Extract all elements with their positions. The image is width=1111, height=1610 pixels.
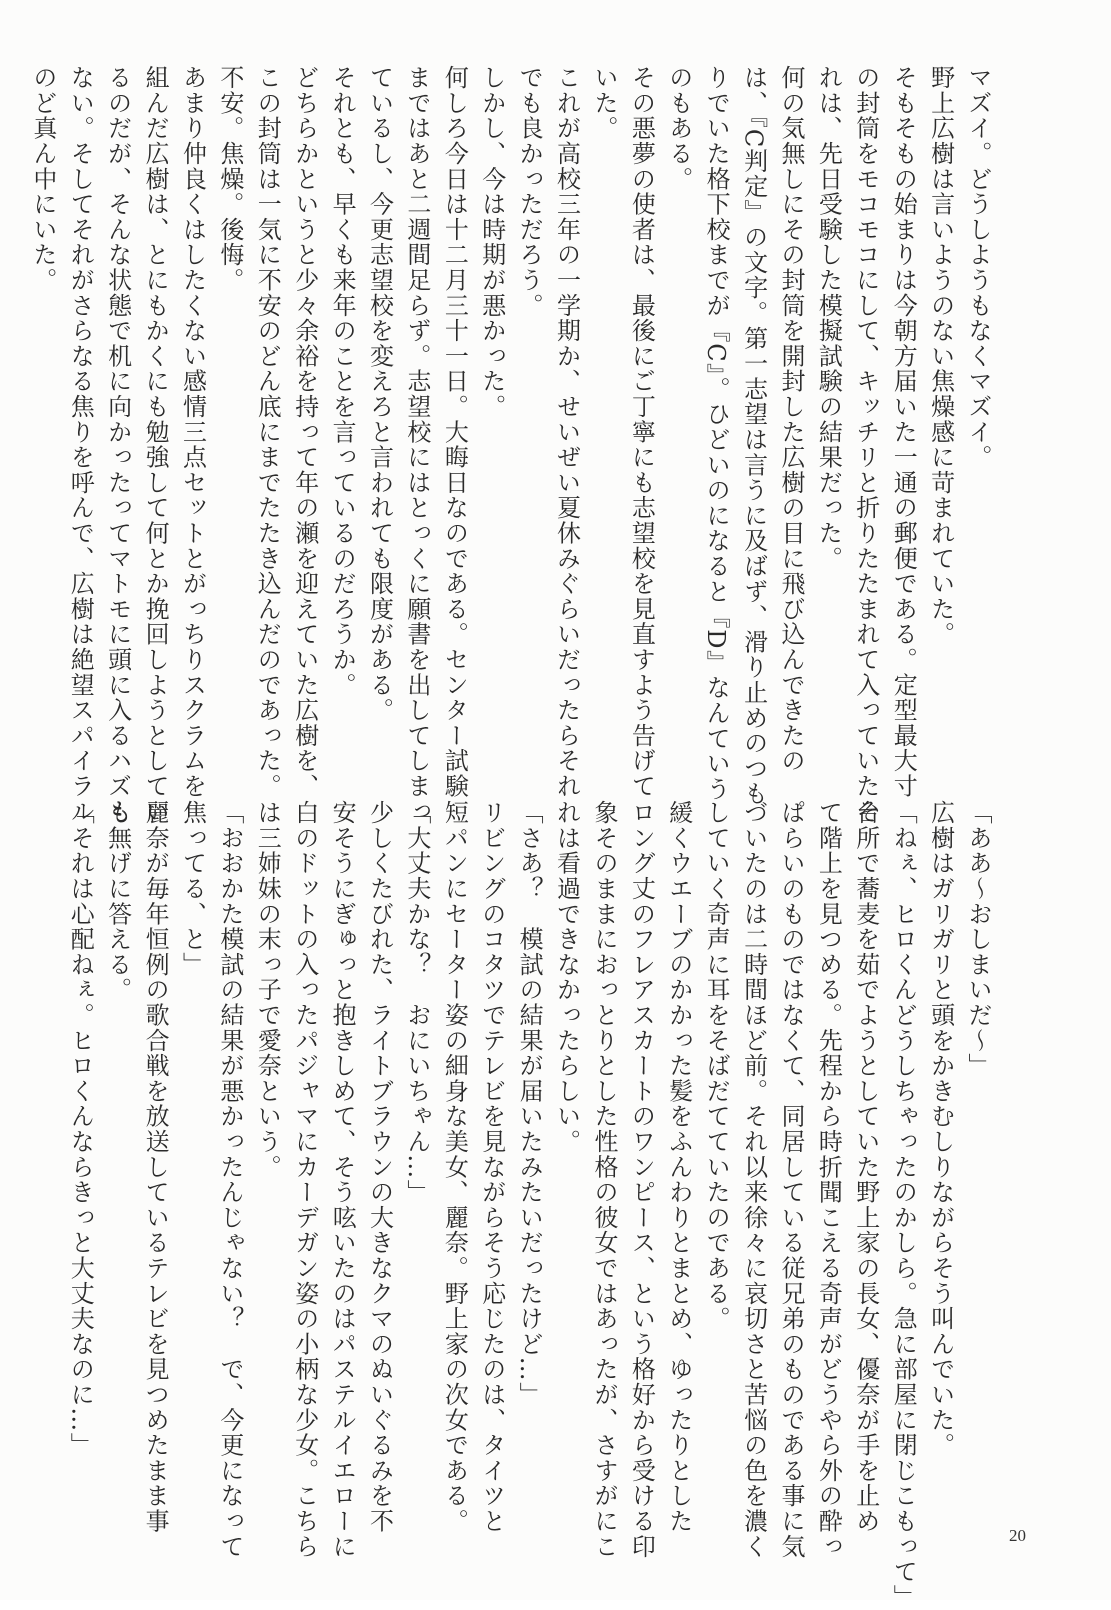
text-line: しかし、今は時期が悪かった。	[477, 65, 506, 420]
text-line: ロング丈のフレアスカートのワンピース、という格好から受ける印	[627, 800, 656, 1559]
text-line: 白のドットの入ったパジャマにカーデガン姿の小柄な少女。こちら	[290, 800, 319, 1559]
text-line: りでいた格下校までが『C』。ひどいのになると『D』なんていう	[702, 65, 731, 802]
lower-text-block	[66, 800, 996, 1610]
text-line: るのだが、そんな状態で机に向かったってマトモに頭に入るハズも	[103, 65, 132, 824]
page-number: 20	[1009, 1526, 1026, 1545]
text-line: づいたのは二時間ほど前。それ以来徐々に哀切さと苦悩の色を濃く	[739, 800, 768, 1559]
text-line: その悪夢の使者は、最後にご丁寧にも志望校を見直すよう告げて	[627, 65, 656, 799]
text-line: どちらかというと少々余裕を持って年の瀬を迎えていた広樹を、	[290, 65, 319, 799]
text-line: でも良かっただろう。	[515, 65, 544, 318]
text-line: ているし、今更志望校を変えろと言われても限度がある。	[365, 65, 394, 723]
text-line: この封筒は一気に不安のどん底にまでたたき込んだのであった。	[253, 65, 282, 799]
text-line: 「ああ〜おしまいだ〜」	[964, 800, 992, 1079]
text-line: それとも、早くも来年のことを言っているのだろうか。	[328, 65, 357, 698]
text-line: リビングのコタツでテレビを見ながらそう応じたのは、タイツと	[477, 800, 506, 1534]
upper-text-block	[28, 65, 996, 824]
text-line: は三姉妹の末っ子で愛奈という。	[253, 800, 282, 1180]
text-line: していく奇声に耳をそばだてていたのである。	[702, 800, 731, 1332]
text-line: いた。	[589, 65, 618, 141]
text-line: 安そうにぎゅっと抱きしめて、そう呟いたのはパステルイエローに	[328, 800, 357, 1559]
text-line: 野上広樹は言いようのない焦燥感に苛まれていた。	[926, 65, 955, 647]
text-line: は、『C判定』の文字。第一志望は言うに及ばず、滑り止めのつも	[739, 65, 768, 807]
text-line: の封筒をモコモコにして、キッチリと折りたたまれて入っていたそ	[851, 65, 880, 824]
text-line: 短パンにセーター姿の細身な美女、麗奈。野上家の次女である。	[440, 800, 469, 1534]
text-line: 広樹はガリガリと頭をかきむしりながらそう叫んでいた。	[926, 800, 955, 1458]
text-line: のど真ん中にいた。	[28, 65, 57, 293]
text-line: これが高校三年の一学期か、せいぜい夏休みぐらいだったらそれ	[552, 65, 581, 799]
text-line: ぱらいのものではなくて、同居している従兄弟のものである事に気	[776, 800, 805, 1559]
text-line: 「さあ？ 模試の結果が届いたみたいだったけど…」	[515, 800, 544, 1408]
text-line: 緩くウエーブのかかった髪をふんわりとまとめ、ゆったりとした	[664, 800, 693, 1534]
text-line: ない。そしてそれがさらなる焦りを呼んで、広樹は絶望スパイラル	[66, 65, 95, 824]
text-line: も無げに答える。	[103, 800, 132, 1003]
text-line: そもそもの始まりは今朝方届いた一通の郵便である。定型最大寸	[889, 65, 918, 799]
text-line: 「ねぇ、ヒロくんどうしちゃったのかしら。急に部屋に閉じこもって」	[889, 800, 918, 1610]
text-line: て階上を見つめる。先程から時折聞こえる奇声がどうやら外の酔っ	[814, 800, 843, 1559]
text-line: 何の気無しにその封筒を開封した広樹の目に飛び込んできたの	[776, 65, 805, 774]
text-line: 焦ってる、と」	[178, 800, 207, 978]
text-line: 「それは心配ねぇ。ヒロくんならきっと大丈夫なのに…」	[66, 800, 95, 1458]
text-line: 「おおかた模試の結果が悪かったんじゃない？ で、今更になって	[215, 800, 244, 1559]
text-line: 不安。焦燥。後悔。	[215, 65, 244, 293]
text-line: れは看過できなかったらしい。	[552, 800, 581, 1155]
text-line: 「大丈夫かな？ おにいちゃん…」	[402, 800, 431, 1205]
text-line: 象そのままにおっとりとした性格の彼女ではあったが、さすがにこ	[589, 800, 618, 1559]
text-line: 台所で蕎麦を茹でようとしていた野上家の長女、優奈が手を止め	[851, 800, 880, 1534]
text-line: 何しろ今日は十二月三十一日。大晦日なのである。センター試験	[440, 65, 469, 799]
text-line: まではあと二週間足らず。志望校にはとっくに願書を出してしまっ	[402, 65, 431, 824]
text-line: マズイ。どうしようもなくマズイ。	[964, 65, 992, 470]
text-line: 組んだ広樹は、とにもかくにも勉強して何とか挽回しようとしてい	[141, 65, 170, 824]
text-line: あまり仲良くはしたくない感情三点セットとがっちりスクラムを	[178, 65, 207, 799]
text-line: のもある。	[664, 65, 693, 192]
text-line: 麗奈が毎年恒例の歌合戦を放送しているテレビを見つめたまま事	[141, 800, 170, 1534]
text-line: 少しくたびれた、ライトブラウンの大きなクマのぬいぐるみを不	[365, 800, 394, 1534]
text-line: れは、先日受験した模擬試験の結果だった。	[814, 65, 843, 571]
